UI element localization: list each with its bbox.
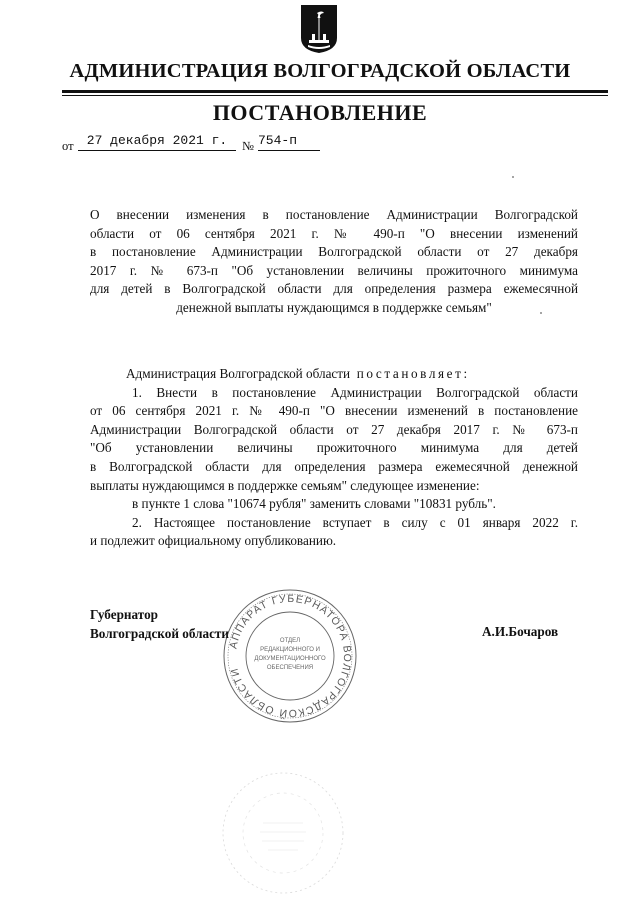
title-line: денежной выплаты нуждающимся в поддержке семьям" <box>176 299 492 315</box>
paragraph-2-line: 2. Настоящее постановление вступает в силу с 01 января 2022 г. <box>132 514 578 530</box>
paragraph-1-line: Администрации Волгоградской области от 27 декабря 2017 г. № 673-п <box>90 421 578 437</box>
document-type-heading: ПОСТАНОВЛЕНИЕ <box>212 100 428 125</box>
faint-stamp-impression <box>218 768 348 898</box>
intro-verb: постановляет: <box>356 366 470 381</box>
scan-speck <box>540 312 542 314</box>
paragraph-1-line: выплаты нуждающимся в поддержке семьям" следующее изменение: <box>90 477 480 493</box>
document-date: 27 декабря 2021 г. <box>78 133 236 151</box>
intro-line <box>90 365 578 384</box>
amendment-text: в пункте 1 слова "10674 рубля" заменить словами "10831 рубль". <box>132 496 496 512</box>
intro-org: Администрация Волгоградской области <box>126 366 351 381</box>
coat-of-arms-emblem <box>300 4 338 54</box>
number-label: № <box>242 139 254 153</box>
title-line: для детей в Волгоградской области для определения размера ежемесячной <box>90 281 578 297</box>
title-line: области от 06 сентября 2021 г. № 490-п "О внесении изменений <box>90 225 578 241</box>
title-line: в постановление Администрации Волгоградской области от 27 декабря <box>90 244 578 260</box>
signatory-position <box>90 606 229 643</box>
document-number: 754-п <box>258 133 320 151</box>
svg-text:ОБЕСПЕЧЕНИЯ: ОБЕСПЕЧЕНИЯ <box>266 665 314 671</box>
header-rule-thick <box>62 90 608 93</box>
svg-text:ДОКУМЕНТАЦИОННОГО: ДОКУМЕНТАЦИОННОГО <box>254 656 326 662</box>
paragraph-1-line: "Об установлении величины прожиточного минимума для детей <box>90 440 578 456</box>
title-line: 2017 г. № 673-п "Об установлении величины прожиточного минимума <box>90 262 578 278</box>
paragraph-1-line: в Волгоградской области для определения размера ежемесячной денежной <box>90 458 578 474</box>
paragraph-2-line: и подлежит официальному опубликованию. <box>90 533 337 549</box>
title-line: О внесении изменения в постановление Администрации Волгоградской <box>90 207 578 222</box>
signatory-name: А.И.Бочаров <box>482 624 559 639</box>
svg-text:ОТДЕЛ: ОТДЕЛ <box>279 638 301 644</box>
document-body <box>90 365 578 551</box>
official-stamp <box>220 586 360 726</box>
scan-speck <box>512 176 514 178</box>
from-label: от <box>62 139 74 153</box>
organization-title: АДМИНИСТРАЦИЯ ВОЛГОГРАДСКОЙ ОБЛАСТИ <box>69 60 571 82</box>
svg-text:АППАРАТ ГУБЕРНАТОРА ВОЛГОГРАДС: АППАРАТ ГУБЕРНАТОРА ВОЛГОГРАДСКОЙ ОБЛАСТИ <box>227 592 354 720</box>
svg-text:РЕДАКЦИОННОГО И: РЕДАКЦИОННОГО И <box>260 647 320 653</box>
position-line-2: Волгоградской области <box>90 625 230 641</box>
document-title <box>90 206 578 318</box>
header-rule-thin <box>62 95 608 96</box>
position-line-1: Губернатор <box>90 607 158 622</box>
paragraph-1-line: 1. Внести в постановление Администрации Волгоградской области <box>132 384 578 400</box>
paragraph-1-line: от 06 сентября 2021 г. № 490-п "О внесении изменений в постановление <box>90 403 578 419</box>
